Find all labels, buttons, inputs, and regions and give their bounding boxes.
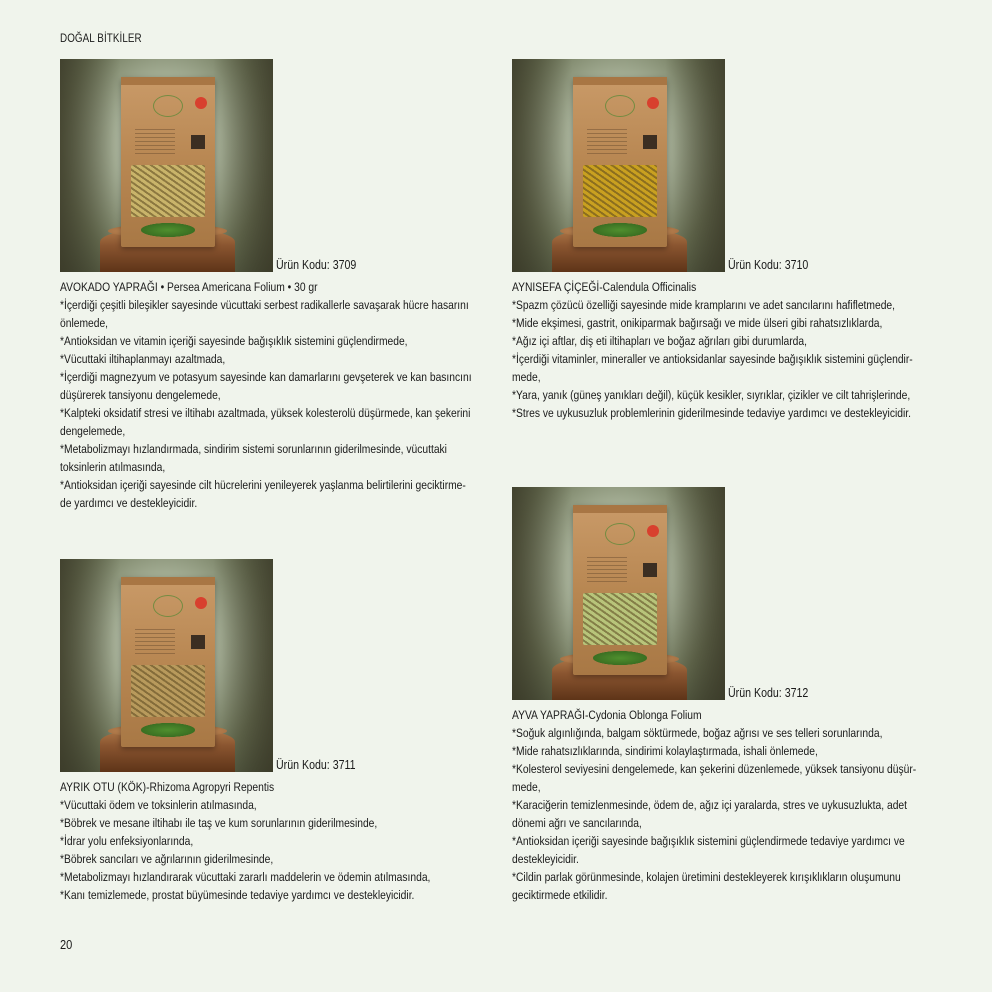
leaf-logo-icon: [605, 95, 635, 117]
product-package: [573, 77, 667, 247]
seal-icon: [195, 597, 207, 609]
description-line: *İçerdiği magnezyum ve potasyum sayesinde kan damarlarını gevşeterek ve kan basıncını: [60, 370, 472, 384]
product-description: [60, 296, 475, 512]
description-line: dönemi ağrı ve sancılarında,: [512, 816, 642, 830]
description-line: *Yara, yanık (güneş yanıkları değil), küçük kesikler, sıyrıklar, çizikler ve cilt tahrişlerinde,: [512, 388, 911, 402]
description-line: geciktirmede etkilidir.: [512, 888, 608, 902]
product-code: Ürün Kodu: 3710: [728, 258, 809, 272]
herb-window: [131, 665, 205, 717]
description-line: *Ağız içi aftlar, diş eti iltihapları ve boğaz ağrıları gibi durumlarda,: [512, 334, 807, 348]
herb-window: [583, 593, 657, 645]
product-name: AYRIK OTU (KÖK)-Rhizoma Agropyri Repentis: [60, 780, 275, 794]
product-package: [573, 505, 667, 675]
description-line: *Cildin parlak görünmesinde, kolajen üretimini destekleyerek kırışıklıkların oluşumunu: [512, 870, 901, 884]
product-photo: [60, 559, 273, 772]
product-description: [512, 296, 927, 422]
qr-code-icon: [191, 635, 205, 649]
description-line: *Metabolizmayı hızlandırmada, sindirim sistemi sorunlarının giderilmesinde, vücuttaki: [60, 442, 447, 456]
description-line: *İçerdiği çeşitli bileşikler sayesinde vücuttaki serbest radikallerle savaşarak hücre hasarını: [60, 298, 469, 312]
herb-window: [583, 165, 657, 217]
herb-window: [131, 165, 205, 217]
description-line: *Antioksidan içeriği sayesinde cilt hücrelerini yenileyerek yaşlanma belirtilerini geciktirme-: [60, 478, 466, 492]
description-line: *Kolesterol seviyesini dengelemede, kan şekerini düzenlemede, yüksek tansiyonu düşür-: [512, 762, 917, 776]
brand-logo-icon: [593, 223, 647, 237]
product-name: AVOKADO YAPRAĞI • Persea Americana Folium • 30 gr: [60, 280, 318, 294]
description-line: destekleyicidir.: [512, 852, 579, 866]
description-line: dengelemede,: [60, 424, 126, 438]
description-line: *Böbrek ve mesane iltihabı ile taş ve kum sorunlarının giderilmesinde,: [60, 816, 378, 830]
description-line: *Mide ekşimesi, gastrit, onikiparmak bağırsağı ve mide ülseri gibi rahatsızlıklarda,: [512, 316, 883, 330]
description-line: *İdrar yolu enfeksiyonlarında,: [60, 834, 194, 848]
description-line: mede,: [512, 370, 541, 384]
description-line: *İçerdiği vitaminler, mineraller ve antioksidanlar sayesinde bağışıklık sistemini güçlendir-: [512, 352, 913, 366]
product-photo: [512, 487, 725, 700]
product-package: [121, 77, 215, 247]
product-card: [60, 559, 490, 904]
brand-logo-icon: [141, 723, 195, 737]
description-line: düşürerek tansiyonu dengelemede,: [60, 388, 221, 402]
section-title: DOĞAL BİTKİLER: [60, 31, 142, 45]
product-name: AYNISEFA ÇİÇEĞİ-Calendula Officinalis: [512, 280, 697, 294]
description-line: *Mide rahatsızlıklarında, sindirimi kolaylaştırmada, ishali önlemede,: [512, 744, 818, 758]
product-code: Ürün Kodu: 3711: [276, 758, 356, 772]
product-photo: [512, 59, 725, 272]
leaf-logo-icon: [153, 595, 183, 617]
description-line: *Böbrek sancıları ve ağrılarının giderilmesinde,: [60, 852, 274, 866]
brand-logo-icon: [593, 651, 647, 665]
description-line: *Stres ve uykusuzluk problemlerinin giderilmesinde tedaviye yardımcı ve destekleyicidir.: [512, 406, 911, 420]
description-line: de yardımcı ve destekleyicidir.: [60, 496, 198, 510]
description-line: önlemede,: [60, 316, 109, 330]
product-package: [121, 577, 215, 747]
product-name: AYVA YAPRAĞI-Cydonia Oblonga Folium: [512, 708, 702, 722]
leaf-logo-icon: [153, 95, 183, 117]
description-line: *Spazm çözücü özelliği sayesinde mide kramplarını ve adet sancılarını hafifletmede,: [512, 298, 895, 312]
description-line: *Kanı temizlemede, prostat büyümesinde tedaviye yardımcı ve destekleyicidir.: [60, 888, 415, 902]
product-description: [512, 724, 927, 904]
description-line: *Antioksidan içeriği sayesinde bağışıklık sistemini güçlendirmede tedaviye yardımcı ve: [512, 834, 905, 848]
description-line: *Antioksidan ve vitamin içeriği sayesinde bağışıklık sistemini güçlendirmede,: [60, 334, 408, 348]
product-card: [512, 59, 942, 422]
description-line: *Kalpteki oksidatif stresi ve iltihabı azaltmada, yüksek kolesterolü düşürmede, kan şekerini: [60, 406, 471, 420]
description-line: *Karaciğerin temizlenmesinde, ödem de, ağız içi yaralarda, stres ve uykusuzlukta, adet: [512, 798, 908, 812]
seal-icon: [647, 525, 659, 537]
product-card: [512, 487, 942, 904]
qr-code-icon: [643, 135, 657, 149]
product-code: Ürün Kodu: 3712: [728, 686, 809, 700]
description-line: *Metabolizmayı hızlandırarak vücuttaki zararlı maddelerin ve ödemin atılmasında,: [60, 870, 431, 884]
product-photo: [60, 59, 273, 272]
description-line: *Vücuttaki iltihaplanmayı azaltmada,: [60, 352, 226, 366]
product-code: Ürün Kodu: 3709: [276, 258, 357, 272]
brand-logo-icon: [141, 223, 195, 237]
page-number: 20: [60, 937, 73, 952]
seal-icon: [195, 97, 207, 109]
qr-code-icon: [191, 135, 205, 149]
seal-icon: [647, 97, 659, 109]
description-line: *Soğuk algınlığında, balgam söktürmede, boğaz ağrısı ve ses telleri sorunlarında,: [512, 726, 883, 740]
product-card: [60, 59, 490, 512]
leaf-logo-icon: [605, 523, 635, 545]
description-line: *Vücuttaki ödem ve toksinlerin atılmasında,: [60, 798, 257, 812]
description-line: toksinlerin atılmasında,: [60, 460, 166, 474]
description-line: mede,: [512, 780, 541, 794]
qr-code-icon: [643, 563, 657, 577]
product-description: [60, 796, 475, 904]
